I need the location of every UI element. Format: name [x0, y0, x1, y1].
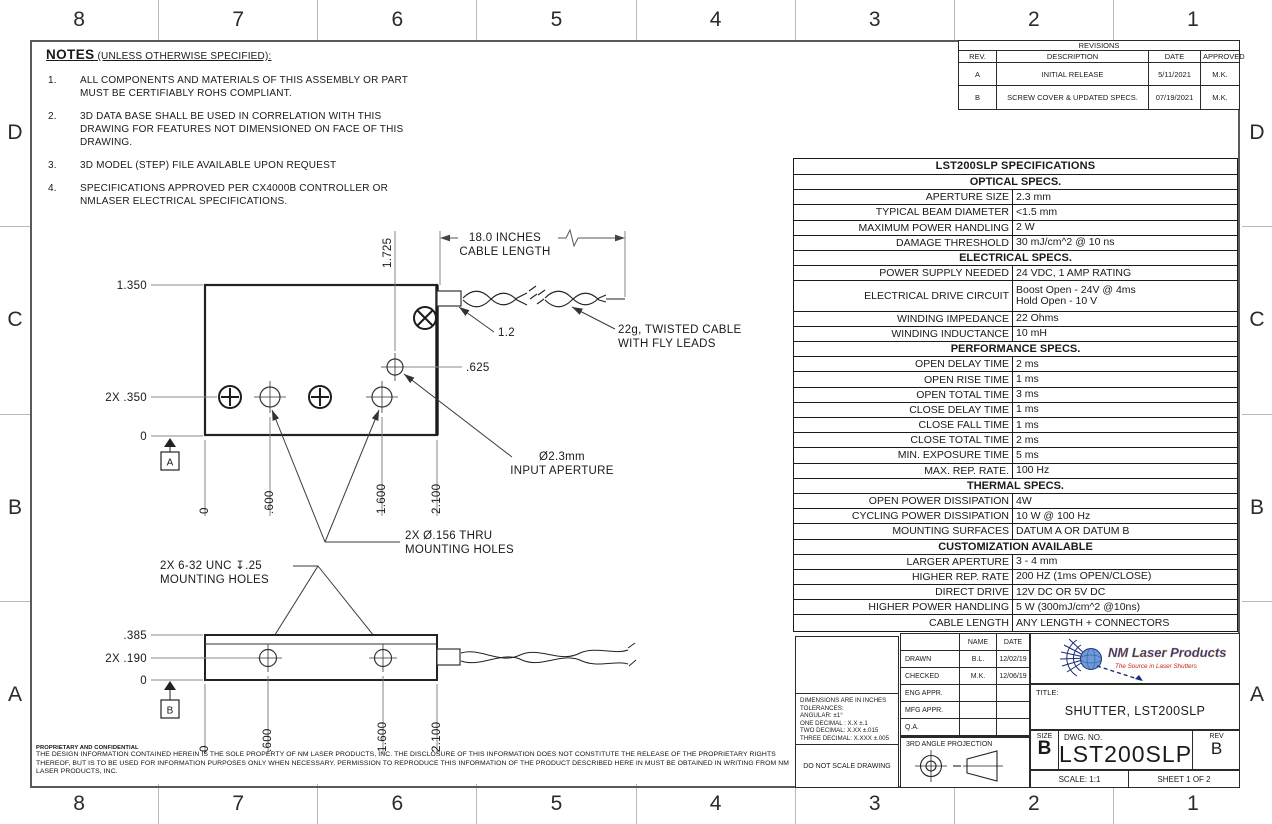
- drawing-views: [30, 180, 790, 770]
- main-view: [105, 230, 741, 556]
- spec-label: CYCLING POWER DISSIPATION: [794, 509, 1013, 523]
- spec-value-line: 10 mH: [1016, 327, 1047, 340]
- sheet-value: SHEET 1 OF 2: [1157, 774, 1211, 784]
- wire-dim-leader: [459, 307, 494, 332]
- dim-side-holes: 2X .190: [105, 653, 147, 665]
- size-dwg-rev-row: [1030, 730, 1240, 770]
- size-value: B: [1037, 738, 1052, 759]
- dim-main-zero: 0: [140, 431, 147, 443]
- zone-col-5: 5: [477, 784, 636, 824]
- spec-row: [794, 600, 1237, 615]
- dim-aperture-y: .625: [466, 362, 490, 374]
- scale-sheet-row: [1030, 770, 1240, 788]
- side-extension-lines: [205, 676, 437, 754]
- spec-value: [1013, 221, 1237, 235]
- spec-label: WINDING IMPEDANCE: [794, 312, 1013, 326]
- zone-row-A: A: [7, 682, 22, 706]
- spec-row: [794, 205, 1237, 220]
- spec-value: [1013, 600, 1237, 614]
- spec-value: [1013, 327, 1237, 341]
- spec-value-line: Boost Open - 24V @ 4ms: [1016, 284, 1136, 296]
- logo-company-name: NM Laser Products: [1108, 645, 1227, 660]
- revisions-header: [959, 51, 1245, 63]
- spec-label: OPEN DELAY TIME: [794, 357, 1013, 371]
- spec-row: [794, 615, 1237, 630]
- company-logo-box: [1030, 633, 1240, 684]
- note-item-2: [44, 110, 476, 149]
- nm-laser-products-logo: [1031, 634, 1239, 683]
- spec-value: [1013, 236, 1237, 250]
- approval-role: Q.A.: [901, 719, 960, 736]
- revision-cell: B: [959, 86, 997, 109]
- spec-value-line: 1 ms: [1016, 403, 1039, 416]
- approval-name: [960, 685, 997, 702]
- revision-cell: INITIAL RELEASE: [997, 63, 1149, 85]
- spec-value-line: DATUM A OR DATUM B: [1016, 524, 1130, 537]
- spec-value: [1013, 357, 1237, 371]
- dwg-no-cell: [1059, 731, 1193, 769]
- approval-header-blank: [901, 634, 960, 651]
- approval-role: CHECKED: [901, 668, 960, 685]
- spec-value: [1013, 388, 1237, 402]
- spec-label: CLOSE TOTAL TIME: [794, 433, 1013, 447]
- spec-row: [794, 585, 1237, 600]
- spec-value: [1013, 266, 1237, 280]
- rev-value: B: [1210, 739, 1223, 758]
- spec-value-line: 2 W: [1016, 221, 1035, 234]
- datum-b-label: B: [166, 705, 174, 717]
- revision-cell: 5/11/2021: [1149, 63, 1201, 85]
- revision-cell: 07/19/2021: [1149, 86, 1201, 109]
- dim-main-x2100: 2.100: [431, 483, 443, 514]
- dim-side-zero: 0: [140, 675, 147, 687]
- spec-value-line: 5 ms: [1016, 448, 1039, 461]
- spec-value-line: Hold Open - 10 V: [1016, 295, 1098, 307]
- zone-col-6: 6: [318, 784, 477, 824]
- cable-length-dimension: [440, 230, 625, 297]
- revision-header-cell: DATE: [1149, 51, 1201, 62]
- dim-side-height: .385: [123, 630, 147, 642]
- spec-label: HIGHER POWER HANDLING: [794, 600, 1013, 614]
- spec-row: [794, 281, 1237, 311]
- revision-header-cell: APPROVED: [1203, 52, 1245, 61]
- note-item-3: [44, 159, 476, 172]
- thru-note-line2: MOUNTING HOLES: [405, 544, 514, 556]
- zone-col-7: 7: [159, 0, 318, 40]
- spec-value: [1013, 312, 1237, 326]
- tolerance-block: [795, 693, 899, 745]
- approval-name: B.L.: [960, 651, 997, 668]
- zone-row-C: C: [1242, 227, 1272, 414]
- revisions-table: [958, 40, 1245, 110]
- spec-label: WINDING INDUCTANCE: [794, 327, 1013, 341]
- zone-col-8: 8: [0, 784, 159, 824]
- zone-col-3: 3: [796, 784, 955, 824]
- zone-col-2: 2: [955, 784, 1114, 824]
- logo-tagline: The Source in Laser Shutters: [1115, 663, 1197, 670]
- shutter-body-outline: [205, 285, 437, 435]
- zone-row-C: C: [0, 227, 30, 414]
- spec-row: [794, 524, 1237, 539]
- twisted-cable-main: [463, 286, 625, 307]
- approval-role: DRAWN: [901, 651, 960, 668]
- approval-header-date: DATE: [997, 634, 1029, 651]
- datum-flag-a: [161, 438, 179, 470]
- title-box: [1030, 684, 1240, 730]
- rev-cell: [1193, 731, 1240, 769]
- datum-flag-b: [161, 681, 179, 718]
- spec-label: MAX. REP. RATE.: [794, 464, 1013, 478]
- tolerance-line: ANGULAR: ±1°: [800, 712, 843, 719]
- dim-side-x600: .600: [262, 728, 274, 752]
- cable-note-line2: WITH FLY LEADS: [618, 338, 716, 350]
- note-number: 4.: [48, 183, 57, 194]
- note-text: ALL COMPONENTS AND MATERIALS OF THIS ASSEMBLY OR PART MUST BE CERTIFIABLY ROHS COMPLIANT.: [80, 75, 408, 99]
- spec-label: MAXIMUM POWER HANDLING: [794, 221, 1013, 235]
- tolerance-line: ONE DECIMAL : X.X ±.1: [800, 719, 868, 727]
- tolerance-line: TWO DECIMAL: X.XX ±.015: [800, 727, 879, 734]
- third-angle-projection-icon: [901, 748, 1029, 786]
- spec-value-line: 1 ms: [1016, 418, 1039, 431]
- spec-row: [794, 357, 1237, 372]
- spec-row: [794, 190, 1237, 205]
- spec-value-line: 5 W (300mJ/cm^2 @10ns): [1016, 600, 1141, 613]
- spec-value: [1013, 524, 1237, 538]
- projection-label: 3RD ANGLE PROJECTION: [906, 741, 993, 748]
- spec-value-line: 100 Hz: [1016, 464, 1050, 477]
- zone-strip-top: [0, 0, 1272, 40]
- spec-label: LARGER APERTURE: [794, 555, 1013, 569]
- spec-row: [794, 555, 1237, 570]
- approval-date: 12/06/19: [997, 668, 1029, 685]
- spec-value-line: 1 ms: [1016, 373, 1039, 386]
- zone-row-D: D: [0, 40, 30, 227]
- datum-a-label: A: [166, 457, 174, 469]
- revision-row: [959, 86, 1239, 109]
- spec-value-line: 30 mJ/cm^2 @ 10 ns: [1016, 236, 1115, 249]
- spec-value-line: ANY LENGTH + CONNECTORS: [1016, 616, 1170, 629]
- do-not-scale-box: DO NOT SCALE DRAWING: [795, 744, 899, 788]
- approval-name: [960, 702, 997, 719]
- zone-col-1: 1: [1187, 8, 1199, 31]
- spec-value-line: <1.5 mm: [1016, 205, 1058, 218]
- note-text: 3D MODEL (STEP) FILE AVAILABLE UPON REQUEST: [80, 160, 337, 171]
- approval-date: [997, 702, 1029, 719]
- specifications-table: [793, 158, 1238, 632]
- spec-label: POWER SUPPLY NEEDED: [794, 266, 1013, 280]
- revision-cell: SCREW COVER & UPDATED SPECS.: [997, 86, 1149, 109]
- spec-row: [794, 327, 1237, 342]
- spec-value: [1013, 418, 1237, 432]
- revision-cell: M.K.: [1212, 69, 1228, 79]
- title-label: TITLE:: [1036, 688, 1059, 697]
- spec-section-header: CUSTOMIZATION AVAILABLE: [794, 540, 1237, 555]
- dim-main-height: 1.350: [116, 280, 147, 292]
- spec-row: [794, 221, 1237, 236]
- spec-value: [1013, 464, 1237, 478]
- spec-row: [794, 388, 1237, 403]
- scale-value: SCALE: 1:1: [1031, 771, 1129, 787]
- revision-header-cell: DESCRIPTION: [997, 51, 1149, 62]
- spec-label: MOUNTING SURFACES: [794, 524, 1013, 538]
- spec-value: [1013, 403, 1237, 417]
- proprietary-notice: [36, 745, 789, 777]
- zone-row-D: D: [1242, 40, 1272, 227]
- dwg-no-label: DWG. NO.: [1064, 733, 1103, 742]
- note-text: 3D DATA BASE SHALL BE USED IN CORRELATION WITH THIS DRAWING FOR FEATURES NOT DIMENSIONED ON FACE OF THIS DRAWING.: [80, 111, 404, 148]
- spec-value: [1013, 205, 1237, 219]
- zone-row-A: A: [1249, 682, 1264, 706]
- tolerance-line: DIMENSIONS ARE IN INCHES: [800, 697, 887, 704]
- revisions-title: REVISIONS: [959, 41, 1239, 51]
- notes-title-word: NOTES: [46, 47, 95, 62]
- spec-label: OPEN RISE TIME: [794, 372, 1013, 386]
- tap-note-line2: MOUNTING HOLES: [160, 574, 269, 586]
- aperture-note-line2: INPUT APERTURE: [510, 465, 614, 477]
- note-text: SPECIFICATIONS APPROVED PER CX4000B CONTROLLER OR NMLASER ELECTRICAL SPECIFICATIONS.: [80, 183, 389, 207]
- revision-header-cell: REV.: [959, 51, 997, 62]
- spec-row: [794, 418, 1237, 433]
- zone-row-B: B: [1242, 415, 1272, 602]
- spec-row: [794, 266, 1237, 281]
- zone-col-5: 5: [477, 0, 636, 40]
- dim-aperture-x: 1.725: [382, 237, 394, 268]
- spec-section-header: OPTICAL SPECS.: [794, 175, 1237, 190]
- tolerance-line: TOLERANCES:: [800, 704, 844, 712]
- note-number: 3.: [48, 160, 57, 171]
- approval-role: MFG APPR.: [901, 702, 960, 719]
- revisions-rows: [959, 63, 1239, 109]
- tap-note-line1: 2X 6-32 UNC ↧.25: [160, 560, 263, 572]
- size-label: SIZE: [1036, 733, 1053, 740]
- spec-row: [794, 236, 1237, 251]
- dim-side-x1600: 1.600: [377, 721, 389, 752]
- zone-col-3: 3: [796, 0, 955, 40]
- cable-note-leader: [572, 307, 615, 329]
- side-view: [105, 560, 636, 754]
- spec-row: [794, 312, 1237, 327]
- spec-row: [794, 403, 1237, 418]
- spec-label: HIGHER REP. RATE: [794, 570, 1013, 584]
- notes-title: [46, 46, 476, 64]
- spec-label: CABLE LENGTH: [794, 615, 1013, 630]
- size-cell: [1031, 731, 1059, 769]
- spec-section-header: ELECTRICAL SPECS.: [794, 251, 1237, 266]
- spec-value-line: 10 W @ 100 Hz: [1016, 509, 1091, 522]
- approval-name: [960, 719, 997, 736]
- revision-row: [959, 63, 1239, 86]
- revision-cell: M.K.: [1212, 93, 1228, 102]
- spec-section-header: THERMAL SPECS.: [794, 479, 1237, 494]
- cable-length-line1: 18.0 INCHES: [468, 232, 542, 244]
- cable-note-line1: 22g, TWISTED CABLE: [618, 324, 742, 336]
- spec-value: [1013, 448, 1237, 462]
- spec-label: OPEN TOTAL TIME: [794, 388, 1013, 402]
- approval-date: [997, 719, 1029, 736]
- spec-value-line: 2.3 mm: [1016, 190, 1052, 203]
- spec-label: ELECTRICAL DRIVE CIRCUIT: [794, 281, 1013, 310]
- spec-row: [794, 433, 1237, 448]
- spec-label: DIRECT DRIVE: [794, 585, 1013, 599]
- spec-value-line: 12V DC OR 5V DC: [1016, 585, 1106, 598]
- approval-grid: [900, 633, 1030, 737]
- spec-value: [1013, 585, 1237, 599]
- spec-value: [1013, 509, 1237, 523]
- note-item-1: [44, 74, 476, 100]
- spec-value: [1013, 570, 1237, 584]
- zone-col-1: 1: [1187, 792, 1199, 815]
- spec-row: [794, 448, 1237, 463]
- dim-side-x0: 0: [199, 745, 211, 752]
- spec-value-line: 22 Ohms: [1016, 312, 1059, 325]
- zone-col-8: 8: [0, 0, 159, 40]
- titleblock-blank-box: [795, 636, 899, 694]
- spec-row: [794, 372, 1237, 387]
- proprietary-body: THE DESIGN INFORMATION CONTAINED HEREIN IS THE SOLE PROPERTY OF NM LASER PRODUCTS, INC. THE DISCLOSURE OF THIS INFORMATION DOES NOT CONSTITUTE THE RELEASE OF THE PROPRIETARY RIGHTS THEREOF, BUT IS TO BE USED FOR INFORMATION PURPOSES ONLY WHEN NECESSARY. PERMISSION TO REPRODUCE THIS INFORMATION OF THE PRODUCT DESCRIBED HERE IN MUST BE OBTAINED IN WRITING FROM NM LASER PRODUCTS, INC.: [36, 751, 789, 776]
- note-number: 2.: [48, 111, 57, 122]
- approval-name: M.K.: [960, 668, 997, 685]
- spec-table-title: LST200SLP SPECIFICATIONS: [794, 159, 1237, 175]
- zone-strip-right: [1242, 40, 1272, 788]
- tolerance-line: THREE DECIMAL: X.XXX ±.005: [800, 734, 890, 742]
- spec-label: TYPICAL BEAM DIAMETER: [794, 205, 1013, 219]
- spec-value-line: 2 ms: [1016, 433, 1039, 446]
- zone-strip-left: [0, 40, 30, 788]
- approval-date: [997, 685, 1029, 702]
- cable-strain-relief: [437, 291, 461, 306]
- spec-row: [794, 464, 1237, 479]
- dim-main-holes-y: 2X .350: [105, 392, 147, 404]
- spec-value: [1013, 555, 1237, 569]
- spec-value-line: 200 HZ (1ms OPEN/CLOSE): [1016, 570, 1152, 583]
- spec-row: [794, 509, 1237, 524]
- revision-cell: A: [959, 63, 997, 85]
- approval-header-name: NAME: [960, 634, 997, 651]
- spec-label: CLOSE DELAY TIME: [794, 403, 1013, 417]
- spec-label: CLOSE FALL TIME: [794, 418, 1013, 432]
- notes-title-qualifier: (UNLESS OTHERWISE SPECIFIED):: [94, 51, 272, 62]
- projection-box: [900, 737, 1030, 788]
- spec-value-line: 24 VDC, 1 AMP RATING: [1016, 266, 1132, 279]
- spec-value: [1013, 433, 1237, 447]
- side-strain-relief: [437, 649, 460, 665]
- spec-value-line: 3 - 4 mm: [1016, 555, 1058, 568]
- dim-main-x1600: 1.600: [376, 483, 388, 514]
- note-number: 1.: [48, 75, 57, 86]
- spec-label: MIN. EXPOSURE TIME: [794, 448, 1013, 462]
- spec-row: [794, 570, 1237, 585]
- aperture-note-line1: Ø2.3mm: [539, 451, 585, 463]
- drawing-title: SHUTTER, LST200SLP: [1064, 704, 1206, 718]
- dim-side-x2100: 2.100: [431, 721, 443, 752]
- spec-section-header: PERFORMANCE SPECS.: [794, 342, 1237, 357]
- spec-label: DAMAGE THRESHOLD: [794, 236, 1013, 250]
- dim-main-x600: .600: [264, 490, 276, 514]
- spec-label: OPEN POWER DISSIPATION: [794, 494, 1013, 508]
- rev-label: REV: [1209, 733, 1224, 740]
- spec-value-line: 3 ms: [1016, 388, 1039, 401]
- spec-value-line: 4W: [1016, 494, 1032, 507]
- zone-strip-bottom: [0, 784, 1272, 824]
- zone-col-6: 6: [318, 0, 477, 40]
- zone-row-B: B: [0, 415, 30, 602]
- spec-value: [1013, 372, 1237, 386]
- zone-col-4: 4: [637, 0, 796, 40]
- dim-wire: 1.2: [498, 327, 515, 339]
- zone-col-2: 2: [955, 0, 1114, 40]
- spec-label: APERTURE SIZE: [794, 190, 1013, 204]
- spec-value: [1013, 281, 1237, 310]
- spec-value-line: 2 ms: [1016, 357, 1039, 370]
- proprietary-heading: PROPRIETARY AND CONFIDENTIAL: [36, 745, 139, 751]
- zone-col-7: 7: [159, 784, 318, 824]
- fly-leads-side: [461, 643, 636, 666]
- dim-main-x0: 0: [199, 507, 211, 514]
- spec-value: [1013, 190, 1237, 204]
- spec-value: [1013, 494, 1237, 508]
- spec-row: [794, 494, 1237, 509]
- approval-date: 12/02/19: [997, 651, 1029, 668]
- spec-value: [1013, 615, 1237, 630]
- cable-length-line2: CABLE LENGTH: [459, 246, 551, 258]
- dwg-no-value: LST200SLP: [1059, 741, 1193, 767]
- thru-note-line1: 2X Ø.156 THRU: [405, 530, 493, 542]
- zone-col-4: 4: [637, 784, 796, 824]
- approval-role: ENG APPR.: [901, 685, 960, 702]
